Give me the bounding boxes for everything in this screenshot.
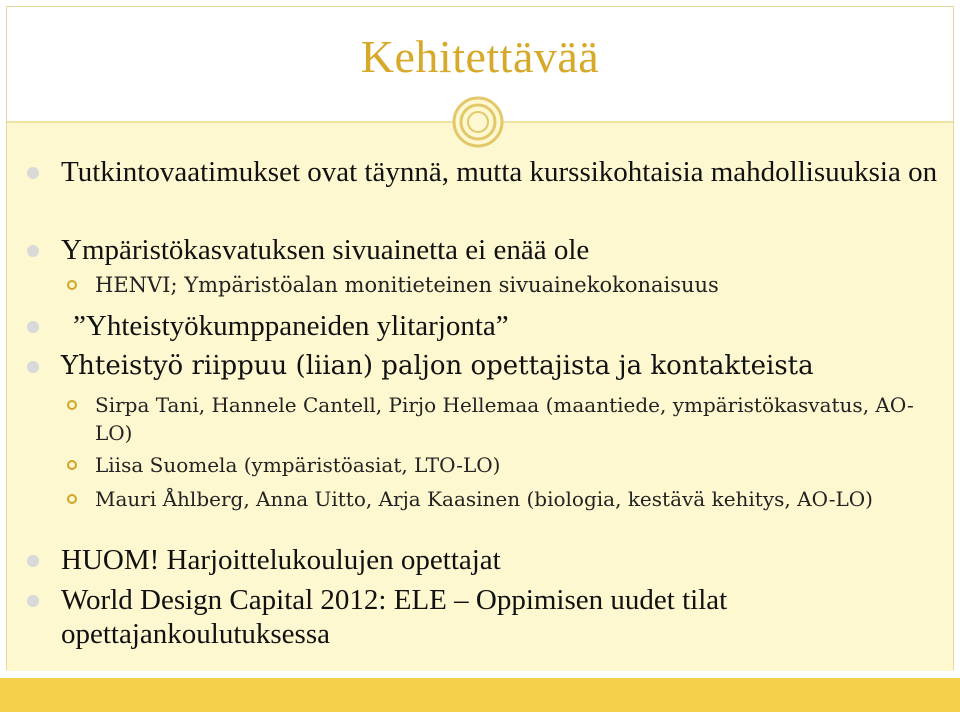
slide-title: Kehitettävää [360, 31, 600, 82]
sub-bullet-text: Sirpa Tani, Hannele Cantell, Pirjo Hellemaa (maantiede, ympäristökasvatus, AO-LO) [95, 393, 914, 445]
bullet-dot-icon [27, 245, 39, 257]
bullet-ring-icon [67, 280, 77, 290]
bullet-dot-icon [27, 361, 39, 373]
bullet-dot-icon [27, 595, 39, 607]
bottom-bar [0, 678, 960, 712]
sub-bullet-item [95, 485, 945, 513]
bullet-ring-icon [67, 400, 77, 410]
bullet-dot-icon [27, 555, 39, 567]
bullet-dot-icon [27, 321, 39, 333]
bullet-item [73, 309, 953, 343]
bullet-text: World Design Capital 2012: ELE – Oppimisen uudet tilat opettajankoulutuksessa [61, 584, 728, 650]
bullet-item [61, 349, 941, 383]
sub-bullet-item [95, 271, 945, 299]
rings-ornament-icon [452, 96, 504, 148]
bullet-text: HUOM! Harjoittelukoulujen opettajat [61, 544, 501, 576]
bullet-item [61, 155, 941, 189]
bullet-text: ”Yhteistyökumppaneiden ylitarjonta” [73, 310, 509, 342]
sub-bullet-item [95, 391, 945, 447]
content-area [7, 121, 953, 671]
sub-bullet-item [95, 451, 945, 479]
bullet-item [61, 233, 941, 267]
bullet-item [61, 583, 941, 651]
bullet-text: Yhteistyö riippuu (liian) paljon opettajista ja kontakteista [61, 351, 814, 381]
bullet-item [61, 543, 941, 577]
bullet-text: Ympäristökasvatuksen sivuainetta ei enää ole [61, 234, 590, 266]
bullet-text: Tutkintovaatimukset ovat täynnä, mutta kurssikohtaisia mahdollisuuksia on [61, 156, 938, 188]
sub-bullet-text: Mauri Åhlberg, Anna Uitto, Arja Kaasinen (biologia, kestävä kehitys, AO-LO) [95, 487, 873, 511]
sub-bullet-text: HENVI; Ympäristöalan monitieteinen sivuainekokonaisuus [95, 273, 719, 297]
bullet-ring-icon [67, 460, 77, 470]
bullet-dot-icon [27, 167, 39, 179]
bullet-ring-icon [67, 494, 77, 504]
sub-bullet-text: Liisa Suomela (ympäristöasiat, LTO-LO) [95, 453, 501, 477]
